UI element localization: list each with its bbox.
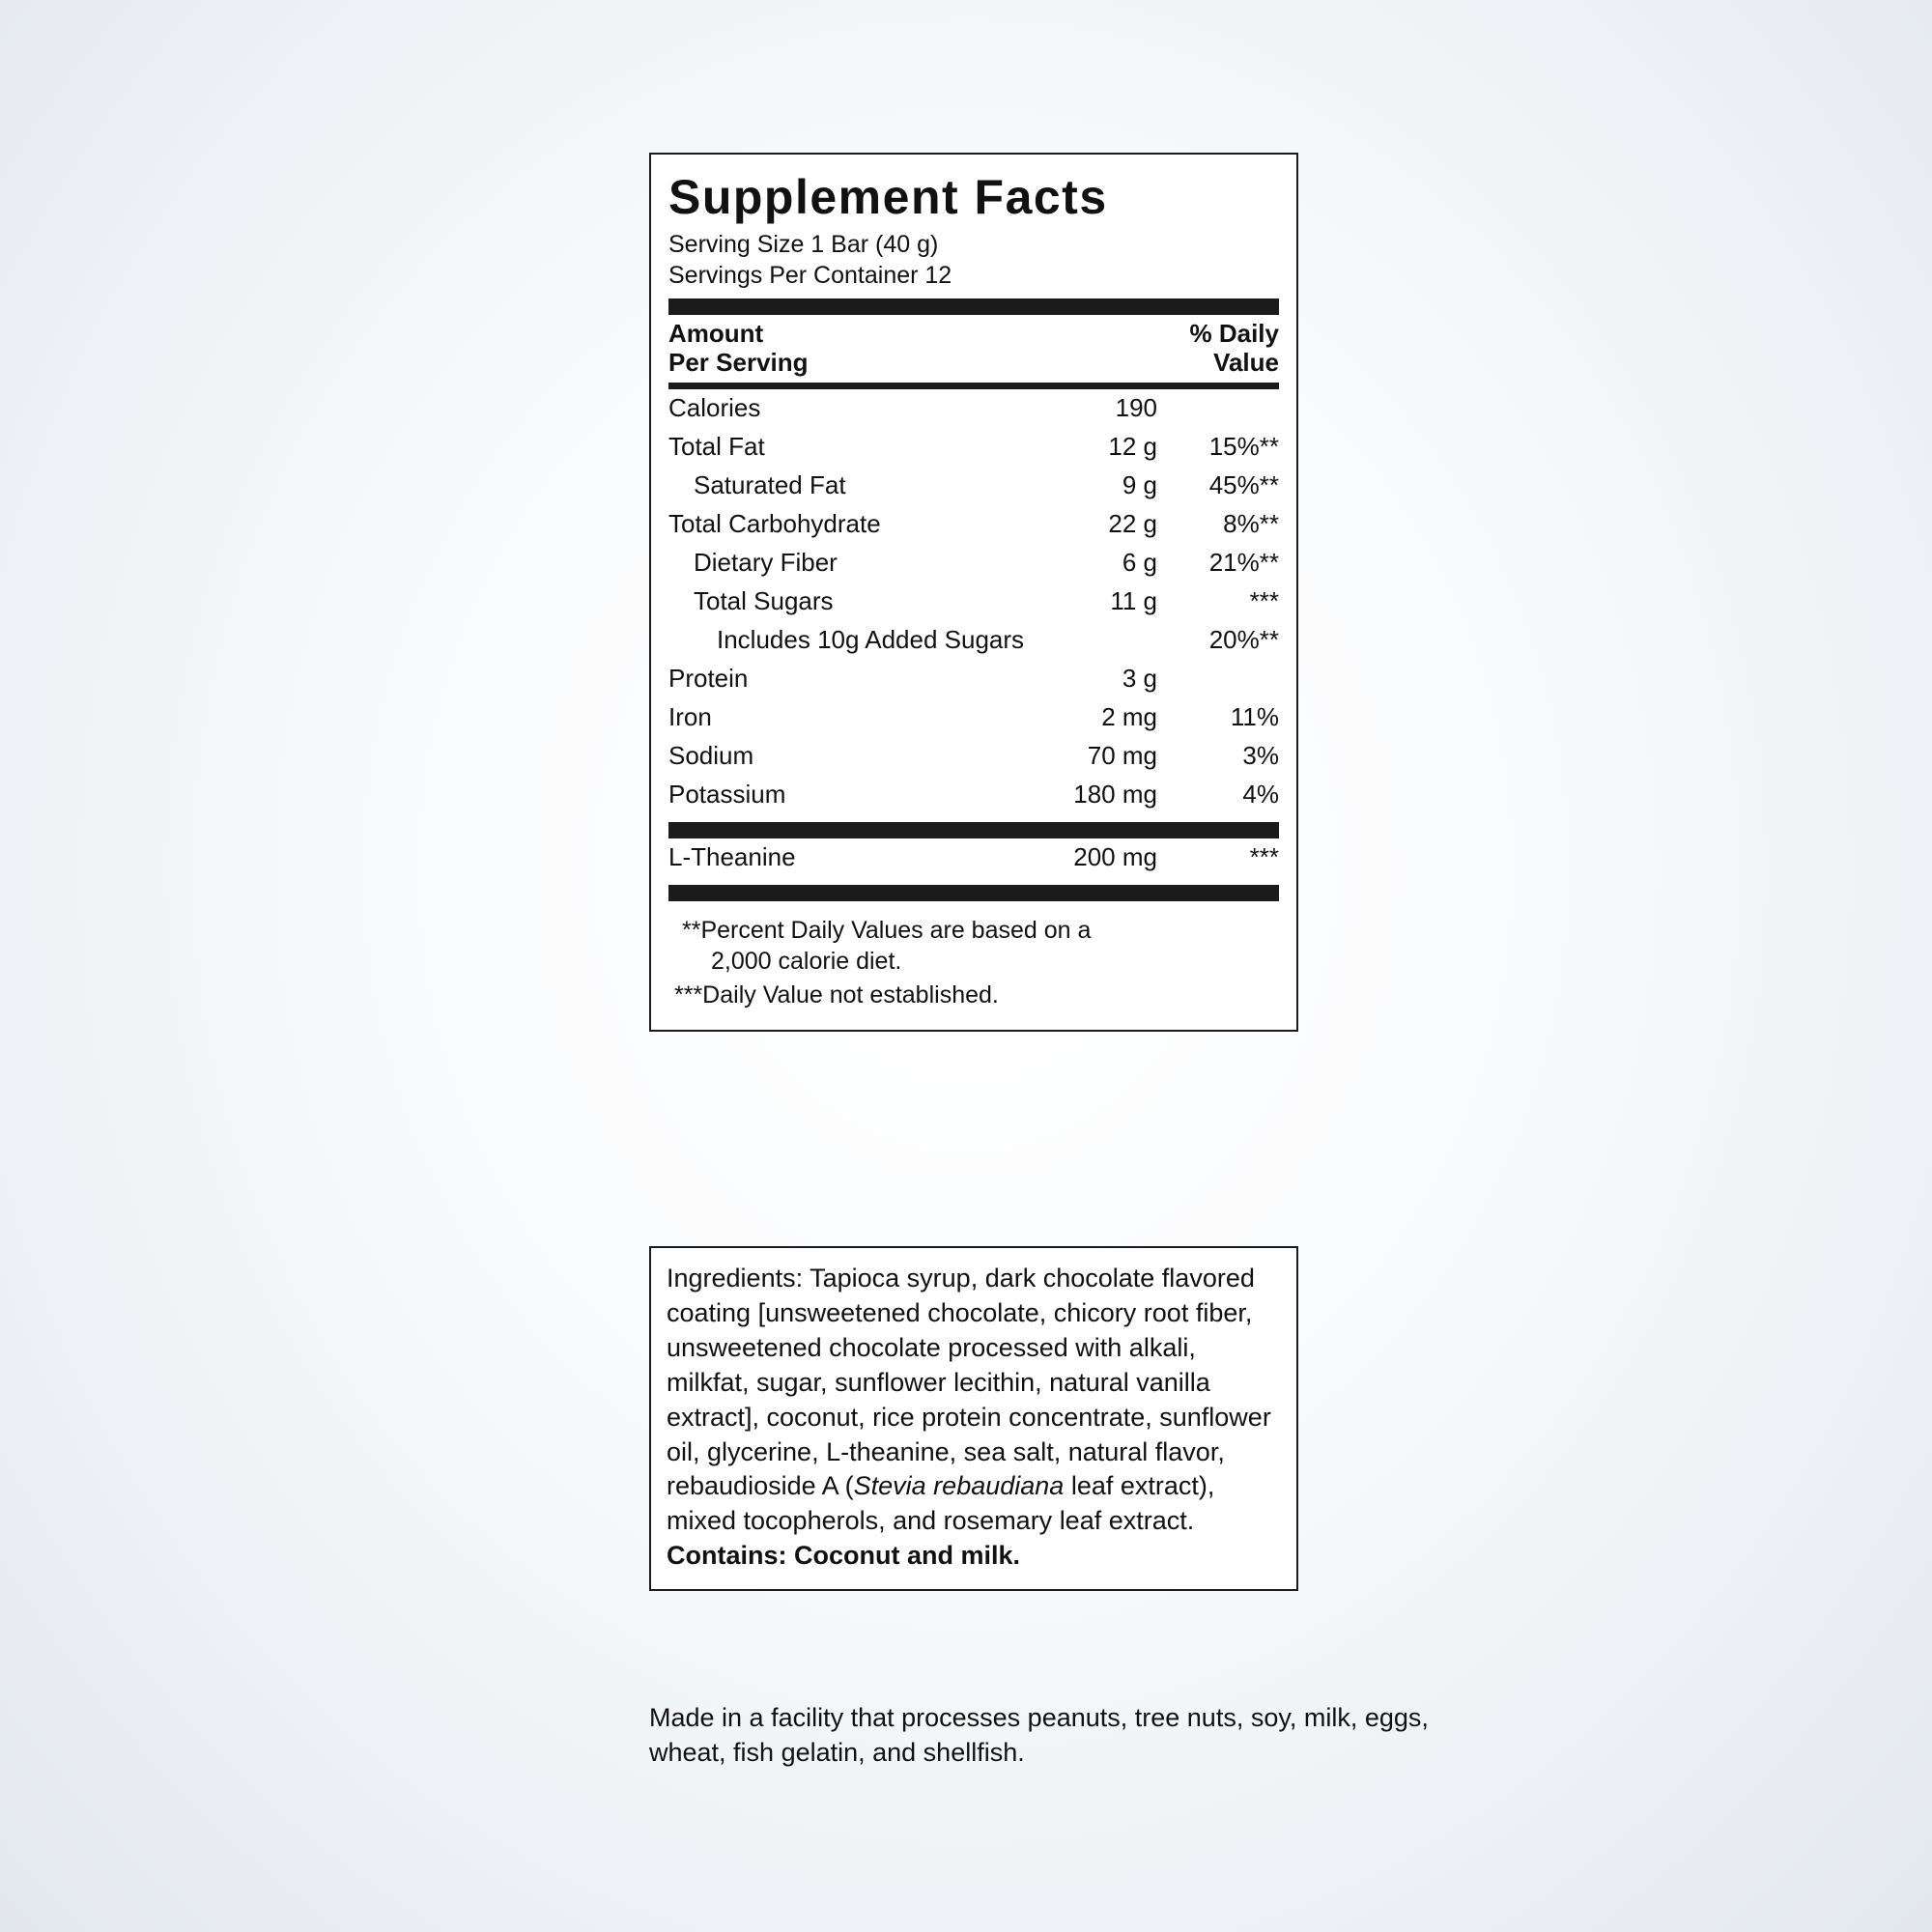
column-header-amount: [668, 315, 1144, 383]
nutrient-name: Potassium: [668, 779, 786, 809]
column-header-amount-line1: Amount: [668, 318, 764, 348]
nutrient-daily-value: 15%**: [1208, 431, 1279, 461]
nutrient-name: Total Fat: [668, 431, 765, 461]
divider-thick-middle: [668, 822, 1279, 838]
ingredients-botanical-name: Stevia rebaudiana: [853, 1471, 1065, 1501]
table-row: [668, 505, 1279, 544]
supplement-facts-panel: [649, 153, 1298, 1032]
nutrient-name: Calories: [668, 392, 761, 422]
column-header-amount-line2: Per Serving: [668, 348, 809, 378]
ingredients-panel: [649, 1246, 1298, 1591]
table-row: [668, 737, 1279, 776]
nutrient-daily-value: [1163, 389, 1279, 428]
nutrient-name: Total Carbohydrate: [668, 508, 881, 538]
nutrition-table: [668, 315, 1279, 383]
nutrient-name: Dietary Fiber: [694, 547, 838, 577]
nutrient-daily-value: 11%: [1230, 701, 1279, 731]
table-row: [668, 660, 1279, 698]
nutrient-name: Saturated Fat: [694, 469, 846, 499]
nutrient-name: Protein: [668, 663, 749, 693]
nutrient-daily-value: 4%: [1242, 779, 1279, 809]
nutrient-daily-value: 21%**: [1208, 547, 1279, 577]
nutrient-daily-value: 3%: [1242, 740, 1279, 770]
allergen-contains-statement: Contains: Coconut and milk.: [667, 1541, 1021, 1571]
nutrient-daily-value: ***: [1249, 841, 1279, 871]
nutrient-daily-value: 8%**: [1223, 508, 1279, 538]
nutrient-amount: 6 g: [1122, 547, 1157, 577]
column-header-dv-line2: Value: [1213, 348, 1279, 378]
divider-thick-bottom: [668, 885, 1279, 901]
nutrient-amount: 180 mg: [1073, 779, 1157, 809]
column-header-spacer: [1144, 315, 1163, 383]
nutrient-name: L-Theanine: [668, 841, 796, 871]
ingredients-text: [667, 1262, 1281, 1574]
table-header-row: [668, 315, 1279, 383]
table-row: [668, 776, 1279, 814]
divider-thick-top: [668, 298, 1279, 315]
nutrient-daily-value: ***: [1249, 585, 1279, 615]
footnote-no-daily-value: ***Daily Value not established.: [674, 980, 999, 1009]
nutrient-amount: [1064, 621, 1163, 660]
nutrient-amount: 9 g: [1122, 469, 1157, 499]
servings-per-container-text: Servings Per Container 12: [668, 261, 952, 289]
nutrient-amount: 2 mg: [1101, 701, 1157, 731]
table-row: [668, 389, 1279, 428]
nutrient-amount: 12 g: [1108, 431, 1157, 461]
other-ingredients-table: [668, 838, 1279, 877]
nutrient-name: Iron: [668, 701, 712, 731]
nutrient-daily-value: 20%**: [1208, 624, 1279, 654]
footnotes: [668, 901, 1279, 1011]
ingredients-part2: leaf extract), mixed tocopherols, and rosemary leaf extract.: [667, 1471, 1215, 1536]
nutrient-name: Includes 10g Added Sugars: [717, 624, 1025, 654]
footnote-daily-value-basis-line2: 2,000 calorie diet.: [711, 948, 902, 976]
column-header-dv-line1: % Daily: [1189, 318, 1279, 348]
facility-allergen-note: Made in a facility that processes peanuts, tree nuts, soy, milk, eggs, wheat, fish gelatin, and shellfish.: [649, 1703, 1429, 1768]
table-row: [668, 467, 1279, 505]
table-row: [668, 428, 1279, 467]
nutrient-amount: 22 g: [1108, 508, 1157, 538]
nutrient-daily-value: [1163, 660, 1279, 698]
nutrient-amount: 70 mg: [1087, 740, 1157, 770]
serving-size-text: Serving Size 1 Bar (40 g): [668, 230, 939, 258]
nutrient-amount: 200 mg: [1073, 841, 1157, 871]
footnote-daily-value-basis-line1: **Percent Daily Values are based on a: [682, 916, 1092, 944]
table-row: [668, 582, 1279, 621]
nutrient-amount: 190: [1115, 392, 1157, 422]
ingredients-part1: Ingredients: Tapioca syrup, dark chocolate flavored coating [unsweetened chocolate, chicory root fiber, unsweetened chocolate processed with alkali, milkfat, sugar, sunflower lecithin, natural vanilla extract], coconut, rice protein concentrate, sunflower oil, glycerine, L-theanine, sea salt, natural flavor, rebaudioside A (: [667, 1264, 1271, 1501]
divider-medium-header: [668, 383, 1279, 389]
table-row: [668, 838, 1279, 877]
table-row: [668, 621, 1279, 660]
table-row: [668, 698, 1279, 737]
nutrient-name: Total Sugars: [694, 585, 834, 615]
table-row: [668, 544, 1279, 582]
nutrient-amount: 3 g: [1122, 663, 1157, 693]
nutrient-name: Sodium: [668, 740, 754, 770]
nutrient-rows-table: [668, 389, 1279, 814]
page-title: Supplement Facts: [668, 170, 1108, 224]
column-header-daily-value: [1163, 315, 1279, 383]
nutrient-daily-value: 45%**: [1208, 469, 1279, 499]
nutrient-amount: 11 g: [1110, 585, 1157, 615]
